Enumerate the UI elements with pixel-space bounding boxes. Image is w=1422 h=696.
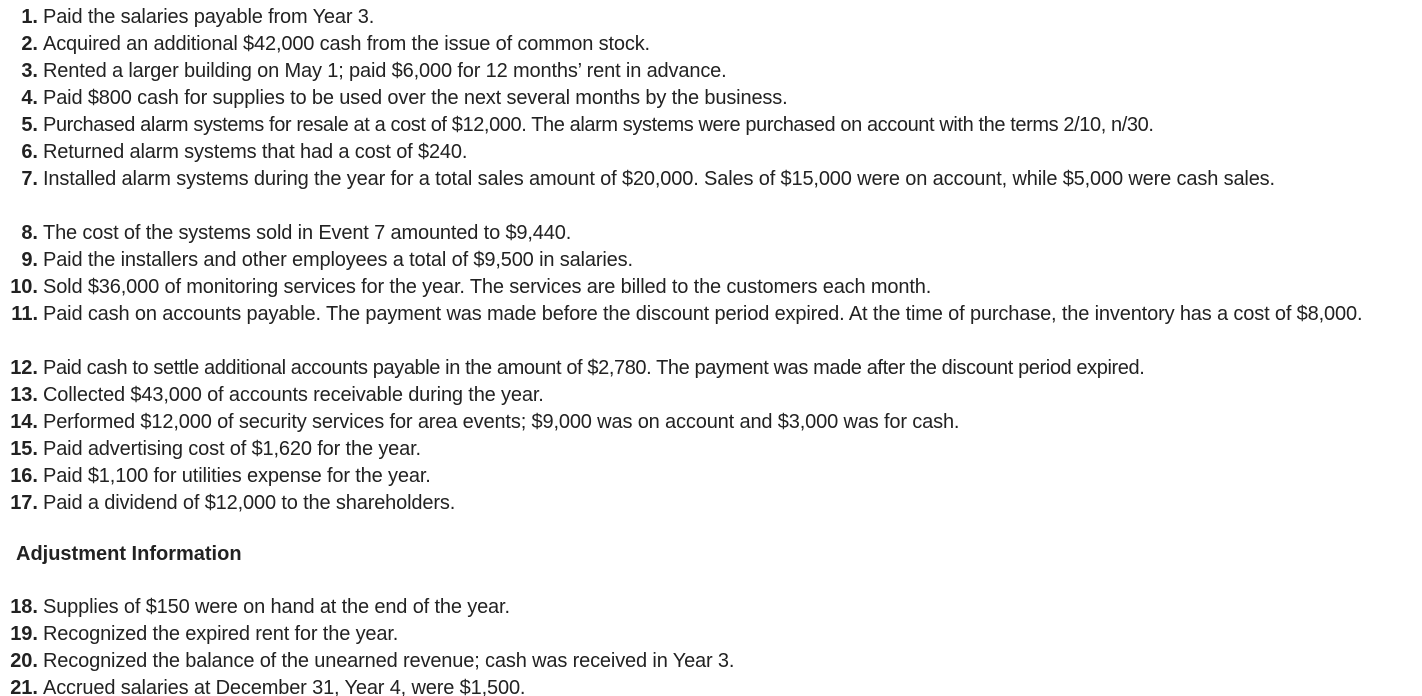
event-number: 5. bbox=[21, 114, 38, 136]
event-text: Installed alarm systems during the year for a total sales amount of $20,000. Sales of $15,000 were on account, while $5,000 were cash sales. bbox=[43, 168, 1275, 190]
event-number: 11. bbox=[11, 303, 38, 325]
event-text: Paid cash on accounts payable. The payment was made before the discount period expired. At the time of purchase, the inventory has a cost of $8,000. bbox=[43, 303, 1363, 325]
event-number: 14. bbox=[10, 411, 38, 433]
event-number: 13. bbox=[10, 384, 38, 406]
event-number: 4. bbox=[21, 87, 38, 109]
event-number: 12. bbox=[10, 357, 38, 379]
event-text: Sold $36,000 of monitoring services for the year. The services are billed to the customers each month. bbox=[43, 276, 932, 298]
event-number: 8. bbox=[21, 222, 38, 244]
event-text: Rented a larger building on May 1; paid $6,000 for 12 months’ rent in advance. bbox=[43, 60, 727, 82]
adjustment-number: 20. bbox=[10, 650, 38, 672]
adjustment-information-heading: Adjustment Information bbox=[16, 543, 242, 565]
adjustment-text: Supplies of $150 were on hand at the end of the year. bbox=[43, 596, 510, 618]
event-number: 9. bbox=[21, 249, 38, 271]
adjustment-number: 21. bbox=[10, 677, 38, 696]
event-number: 6. bbox=[21, 141, 38, 163]
event-number: 15. bbox=[10, 438, 38, 460]
adjustment-text: Recognized the expired rent for the year. bbox=[43, 623, 399, 645]
event-text: Paid the installers and other employees a total of $9,500 in salaries. bbox=[43, 249, 633, 271]
adjustment-number: 19. bbox=[10, 623, 38, 645]
event-number: 2. bbox=[21, 33, 38, 55]
event-text: Paid a dividend of $12,000 to the shareholders. bbox=[43, 492, 456, 514]
event-text: Paid cash to settle additional accounts payable in the amount of $2,780. The payment was made after the discount period expired. bbox=[43, 357, 1145, 379]
event-number: 1. bbox=[21, 6, 38, 28]
event-text: Paid the salaries payable from Year 3. bbox=[43, 6, 375, 28]
event-text: Paid $1,100 for utilities expense for the year. bbox=[43, 465, 431, 487]
event-number: 3. bbox=[21, 60, 38, 82]
adjustment-text: Accrued salaries at December 31, Year 4, were $1,500. bbox=[43, 677, 526, 696]
event-text: Acquired an additional $42,000 cash from the issue of common stock. bbox=[43, 33, 650, 55]
event-number: 16. bbox=[10, 465, 38, 487]
event-number: 17. bbox=[10, 492, 38, 514]
event-number: 10. bbox=[10, 276, 38, 298]
event-text: Paid $800 cash for supplies to be used over the next several months by the business. bbox=[43, 87, 788, 109]
event-text: Performed $12,000 of security services for area events; $9,000 was on account and $3,000 was for cash. bbox=[43, 411, 960, 433]
adjustment-number: 18. bbox=[10, 596, 38, 618]
event-text: The cost of the systems sold in Event 7 amounted to $9,440. bbox=[43, 222, 572, 244]
event-number: 7. bbox=[21, 168, 38, 190]
event-text: Returned alarm systems that had a cost of $240. bbox=[43, 141, 468, 163]
event-text: Paid advertising cost of $1,620 for the year. bbox=[43, 438, 421, 460]
adjustment-text: Recognized the balance of the unearned revenue; cash was received in Year 3. bbox=[43, 650, 735, 672]
event-text: Collected $43,000 of accounts receivable during the year. bbox=[43, 384, 544, 406]
event-text: Purchased alarm systems for resale at a cost of $12,000. The alarm systems were purchased on account with the terms 2/10, n/30. bbox=[43, 114, 1154, 136]
